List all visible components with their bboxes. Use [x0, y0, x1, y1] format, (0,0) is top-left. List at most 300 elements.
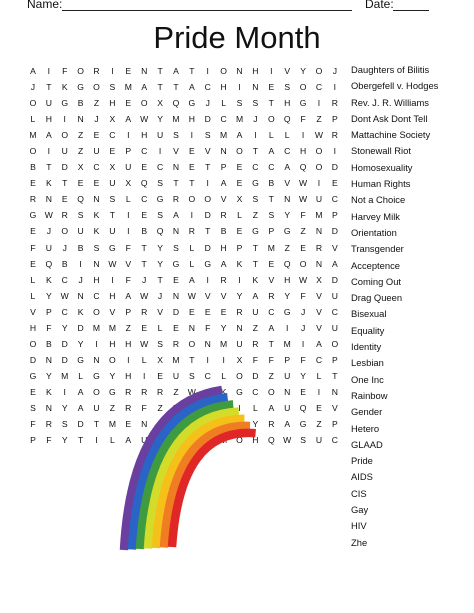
- grid-letter: I: [206, 178, 209, 189]
- grid-letter: F: [268, 354, 274, 365]
- grid-letter: X: [109, 114, 116, 125]
- grid-letter: G: [156, 194, 164, 205]
- grid-letter: H: [284, 274, 291, 285]
- grid-letter: Y: [45, 290, 52, 301]
- grid-letter: L: [157, 322, 163, 333]
- grid-letter: S: [300, 435, 306, 446]
- grid-letter: O: [109, 354, 116, 365]
- grid-letter: P: [125, 306, 132, 317]
- grid-letter: T: [157, 82, 163, 93]
- grid-letter: O: [299, 258, 307, 269]
- grid-letter: X: [236, 194, 243, 205]
- grid-letter: A: [188, 82, 195, 93]
- grid-letter: L: [284, 130, 290, 141]
- word-list-item: Lesbian: [351, 357, 384, 369]
- grid-letter: Q: [283, 258, 291, 269]
- grid-letter: Q: [172, 98, 180, 109]
- date-blank-line[interactable]: [393, 10, 429, 11]
- grid-letter: D: [29, 354, 37, 365]
- word-list-item: Human Rights: [351, 178, 411, 190]
- grid-letter: Z: [252, 322, 259, 333]
- grid-letter: R: [141, 306, 148, 317]
- grid-letter: J: [253, 114, 258, 125]
- grid-letter: X: [125, 178, 132, 189]
- grid-letter: B: [30, 162, 36, 173]
- grid-letter: I: [206, 66, 209, 76]
- grid-letter: E: [220, 306, 227, 317]
- grid-letter: J: [300, 306, 306, 317]
- grid-letter: G: [283, 306, 291, 317]
- grid-letter: V: [157, 306, 163, 317]
- grid-letter: Z: [109, 402, 116, 413]
- grid-letter: I: [111, 66, 114, 76]
- grid-letter: E: [157, 370, 163, 381]
- grid-letter: L: [78, 370, 83, 381]
- grid-letter: C: [252, 386, 259, 397]
- grid-letter: J: [205, 98, 210, 109]
- grid-letter: H: [125, 338, 132, 349]
- grid-letter: E: [30, 386, 36, 397]
- grid-letter: N: [93, 194, 100, 205]
- grid-letter: A: [30, 66, 36, 76]
- grid-letter: A: [125, 435, 132, 446]
- grid-letter: H: [29, 322, 37, 333]
- grid-letter: J: [142, 274, 147, 285]
- grid-letter: X: [157, 435, 163, 446]
- grid-letter: R: [61, 210, 68, 221]
- grid-letter: E: [125, 419, 132, 430]
- word-list-item: Rainbow: [351, 389, 388, 401]
- grid-letter: Y: [61, 402, 68, 413]
- grid-letter: U: [109, 178, 116, 189]
- grid-letter: A: [125, 114, 132, 125]
- grid-letter: Q: [283, 114, 291, 125]
- grid-letter: V: [316, 290, 322, 301]
- name-blank-line[interactable]: [62, 10, 352, 11]
- grid-letter: I: [111, 274, 114, 285]
- grid-letter: E: [204, 306, 211, 317]
- grid-letter: A: [220, 258, 227, 269]
- grid-letter: M: [235, 114, 244, 125]
- grid-letter: R: [268, 290, 275, 301]
- grid-letter: W: [60, 290, 69, 301]
- grid-letter: Y: [252, 419, 259, 430]
- grid-letter: Z: [125, 322, 131, 333]
- grid-letter: Z: [316, 419, 322, 430]
- grid-letter: X: [157, 354, 163, 365]
- grid-letter: C: [61, 274, 68, 285]
- grid-letter: K: [220, 386, 227, 397]
- grid-letter: T: [157, 66, 163, 76]
- grid-letter: F: [300, 290, 306, 301]
- grid-letter: S: [77, 210, 84, 221]
- grid-letter: H: [220, 242, 227, 253]
- grid-letter: K: [61, 82, 68, 93]
- grid-letter: V: [316, 322, 322, 333]
- grid-letter: M: [108, 322, 116, 333]
- grid-letter: I: [127, 130, 130, 141]
- grid-letter: Z: [316, 114, 322, 125]
- grid-letter: U: [45, 98, 52, 109]
- grid-letter: I: [47, 146, 51, 157]
- grid-letter: H: [109, 98, 116, 109]
- grid-letter: L: [125, 194, 131, 205]
- grid-letter: B: [45, 338, 52, 349]
- grid-letter: W: [187, 386, 196, 397]
- grid-letter: D: [204, 242, 211, 253]
- grid-letter: J: [30, 82, 36, 93]
- grid-letter: U: [331, 290, 338, 301]
- grid-letter: U: [315, 194, 323, 205]
- grid-letter: Y: [77, 338, 84, 349]
- grid-letter: V: [332, 242, 338, 253]
- grid-letter: Z: [93, 98, 100, 109]
- grid-letter: O: [93, 306, 100, 317]
- grid-letter: O: [188, 194, 196, 205]
- grid-letter: Y: [61, 322, 68, 333]
- grid-letter: Z: [77, 146, 84, 157]
- grid-letter: I: [47, 66, 51, 76]
- grid-letter: Y: [284, 210, 291, 221]
- grid-letter: E: [109, 146, 116, 157]
- grid-letter: A: [173, 66, 179, 76]
- grid-letter: I: [301, 338, 305, 349]
- name-label: Name:: [27, 0, 63, 11]
- grid-letter: O: [93, 82, 100, 93]
- grid-letter: E: [188, 306, 195, 317]
- grid-letter: I: [79, 258, 82, 269]
- grid-letter: P: [45, 306, 52, 317]
- grid-letter: E: [173, 322, 179, 333]
- grid-letter: F: [300, 210, 306, 221]
- grid-letter: R: [172, 402, 180, 413]
- grid-letter: K: [252, 274, 259, 285]
- grid-letter: K: [236, 258, 243, 269]
- word-list-item: Zhe: [351, 536, 368, 548]
- grid-letter: R: [93, 66, 100, 76]
- grid-letter: N: [236, 66, 243, 76]
- grid-letter: S: [61, 419, 68, 430]
- grid-letter: M: [108, 419, 116, 430]
- grid-letter: P: [332, 354, 338, 365]
- word-list-item: Hetero: [351, 422, 380, 434]
- grid-letter: E: [125, 98, 132, 109]
- grid-letter: E: [93, 130, 100, 141]
- grid-letter: A: [316, 338, 322, 349]
- grid-letter: F: [30, 242, 36, 253]
- grid-letter: O: [61, 130, 69, 141]
- grid-letter: N: [172, 226, 180, 237]
- grid-letter: I: [63, 386, 66, 397]
- grid-letter: G: [252, 178, 259, 189]
- grid-letter: T: [268, 98, 274, 109]
- grid-letter: W: [314, 130, 324, 141]
- grid-letter: H: [188, 114, 195, 125]
- grid-letter: C: [61, 306, 68, 317]
- grid-letter: S: [236, 98, 243, 109]
- grid-letter: L: [141, 354, 147, 365]
- grid-letter: A: [236, 130, 243, 141]
- grid-letter: A: [284, 419, 291, 430]
- grid-letter: O: [299, 82, 307, 93]
- grid-letter: G: [252, 226, 259, 237]
- grid-letter: W: [299, 194, 308, 205]
- grid-letter: E: [236, 226, 243, 237]
- grid-letter: S: [93, 242, 100, 253]
- grid-letter: M: [29, 130, 37, 141]
- grid-letter: O: [29, 338, 37, 349]
- grid-letter: A: [268, 146, 275, 157]
- grid-letter: M: [220, 435, 228, 446]
- grid-letter: A: [220, 178, 227, 189]
- grid-letter: D: [252, 370, 259, 381]
- grid-letter: N: [93, 354, 100, 365]
- grid-letter: R: [45, 419, 52, 430]
- grid-letter: E: [125, 66, 132, 76]
- grid-letter: F: [300, 114, 306, 125]
- grid-letter: M: [172, 354, 180, 365]
- grid-letter: C: [331, 306, 338, 317]
- grid-letter: O: [220, 66, 227, 76]
- grid-letter: A: [268, 322, 275, 333]
- grid-letter: L: [268, 130, 274, 141]
- grid-letter: T: [109, 210, 116, 221]
- grid-letter: I: [190, 210, 194, 221]
- grid-letter: S: [109, 194, 116, 205]
- grid-letter: W: [283, 435, 292, 446]
- grid-letter: G: [283, 226, 291, 237]
- grid-letter: C: [93, 162, 100, 173]
- grid-letter: G: [77, 354, 84, 365]
- grid-letter: D: [331, 226, 338, 237]
- grid-letter: S: [204, 419, 211, 430]
- word-list-item: Dont Ask Dont Tell: [351, 112, 428, 124]
- grid-letter: N: [220, 146, 227, 157]
- grid-letter: J: [62, 242, 67, 253]
- grid-letter: Q: [140, 178, 148, 189]
- grid-letter: I: [317, 178, 321, 189]
- word-list-item: Gender: [351, 406, 383, 418]
- word-list-item: Coming Out: [351, 275, 402, 287]
- grid-letter: A: [77, 386, 84, 397]
- word-list-item: Identity: [351, 341, 382, 353]
- grid-letter: W: [299, 178, 308, 189]
- grid-letter: C: [284, 146, 291, 157]
- grid-letter: D: [61, 354, 68, 365]
- grid-letter: C: [220, 114, 227, 125]
- grid-letter: M: [267, 242, 275, 253]
- grid-letter: C: [331, 194, 338, 205]
- grid-letter: O: [236, 370, 243, 381]
- grid-letter: S: [173, 419, 179, 430]
- grid-letter: R: [188, 226, 195, 237]
- grid-letter: G: [77, 82, 84, 93]
- grid-letter: B: [77, 242, 84, 253]
- grid-letter: S: [157, 178, 163, 189]
- grid-letter: I: [317, 386, 321, 397]
- grid-letter: A: [77, 402, 84, 413]
- grid-letter: R: [220, 274, 227, 285]
- word-list: [351, 62, 471, 551]
- grid-letter: K: [77, 306, 84, 317]
- grid-letter: H: [252, 66, 259, 76]
- grid-letter: U: [93, 146, 100, 157]
- grid-letter: T: [46, 162, 52, 173]
- grid-letter: F: [125, 274, 131, 285]
- grid-letter: T: [62, 178, 68, 189]
- grid-letter: K: [45, 178, 52, 189]
- grid-letter: Q: [267, 435, 275, 446]
- grid-letter: L: [221, 370, 227, 381]
- grid-letter: A: [173, 210, 179, 221]
- word-list-item: Gay: [351, 504, 369, 516]
- word-list-item: Homosexuality: [351, 161, 413, 173]
- grid-letter: T: [141, 258, 147, 269]
- grid-letter: Z: [77, 130, 84, 141]
- grid-letter: E: [300, 242, 306, 253]
- grid-letter: E: [188, 162, 195, 173]
- grid-letter: I: [317, 98, 321, 109]
- grid-letter: I: [127, 210, 130, 221]
- grid-letter: R: [156, 386, 164, 397]
- grid-letter: B: [61, 258, 68, 269]
- worksheet-header: [0, 0, 474, 14]
- grid-letter: G: [29, 210, 37, 221]
- grid-letter: U: [172, 370, 180, 381]
- grid-letter: G: [188, 98, 196, 109]
- grid-letter: T: [205, 162, 211, 173]
- grid-letter: H: [252, 435, 259, 446]
- grid-letter: W: [187, 290, 196, 301]
- grid-letter: S: [109, 82, 116, 93]
- grid-letter: V: [204, 146, 211, 157]
- grid-letter: O: [204, 194, 212, 205]
- grid-letter: N: [77, 114, 84, 125]
- grid-letter: X: [157, 98, 163, 109]
- grid-letter: N: [141, 419, 148, 430]
- grid-letter: Y: [284, 290, 291, 301]
- grid-letter: C: [93, 290, 100, 301]
- grid-letter: C: [204, 370, 211, 381]
- grid-letter: V: [173, 146, 179, 157]
- grid-letter: O: [267, 386, 275, 397]
- grid-letter: G: [109, 386, 116, 397]
- grid-letter: V: [204, 290, 211, 301]
- grid-letter: D: [204, 210, 211, 221]
- grid-letter: I: [158, 146, 162, 157]
- grid-letter: I: [238, 402, 241, 413]
- date-label: Date:: [365, 0, 394, 11]
- grid-letter: X: [236, 419, 243, 430]
- grid-letter: Y: [236, 290, 243, 301]
- grid-letter: V: [268, 274, 275, 285]
- grid-letter: G: [236, 386, 243, 397]
- grid-letter: T: [46, 82, 52, 93]
- grid-letter: O: [156, 419, 164, 430]
- grid-letter: J: [332, 66, 338, 76]
- grid-letter: A: [284, 162, 291, 173]
- grid-letter: I: [190, 130, 194, 141]
- grid-letter: U: [252, 306, 259, 317]
- grid-letter: Y: [157, 242, 163, 253]
- grid-letter: U: [125, 162, 132, 173]
- grid-letter: W: [299, 274, 308, 285]
- grid-letter: U: [45, 242, 52, 253]
- grid-letter: A: [268, 402, 275, 413]
- grid-letter: T: [77, 435, 84, 446]
- grid-letter: Y: [300, 370, 306, 381]
- grid-letter: N: [204, 338, 211, 349]
- grid-letter: O: [61, 226, 69, 237]
- grid-letter: D: [77, 419, 84, 430]
- grid-letter: R: [331, 98, 338, 109]
- grid-letter: G: [109, 242, 116, 253]
- grid-letter: I: [127, 354, 130, 365]
- grid-letter: Z: [173, 386, 179, 397]
- grid-letter: K: [93, 210, 100, 221]
- grid-letter: S: [157, 210, 163, 221]
- grid-letter: A: [141, 82, 148, 93]
- grid-letter: N: [172, 290, 180, 301]
- grid-letter: U: [284, 402, 291, 413]
- grid-letter: D: [204, 114, 211, 125]
- grid-letter: C: [109, 130, 116, 141]
- grid-letter: J: [157, 290, 163, 301]
- grid-letter: M: [283, 338, 291, 349]
- grid-letter: R: [125, 402, 132, 413]
- grid-letter: M: [220, 130, 228, 141]
- grid-letter: Y: [300, 66, 306, 76]
- grid-letter: I: [142, 370, 146, 381]
- grid-letter: F: [46, 435, 52, 446]
- grid-letter: W: [140, 338, 149, 349]
- grid-letter: B: [141, 226, 148, 237]
- grid-letter: D: [331, 162, 338, 173]
- grid-letter: L: [30, 290, 36, 301]
- grid-letter: M: [124, 82, 132, 93]
- grid-letter: S: [252, 98, 259, 109]
- grid-letter: I: [254, 130, 257, 141]
- grid-letter: M: [92, 322, 101, 333]
- grid-letter: V: [220, 290, 227, 301]
- grid-letter: S: [268, 210, 275, 221]
- word-list-item: Rev. J. R. Williams: [351, 96, 429, 108]
- grid-letter: T: [173, 178, 179, 189]
- grid-letter: H: [141, 130, 148, 141]
- grid-letter: R: [268, 419, 275, 430]
- grid-letter: X: [316, 274, 322, 285]
- grid-letter: Z: [268, 370, 274, 381]
- word-list-item: Obergefell v. Hodges: [351, 80, 439, 92]
- grid-letter: N: [93, 258, 100, 269]
- page-title: Pride Month: [153, 20, 321, 55]
- grid-letter: C: [141, 194, 148, 205]
- word-list-item: Bisexual: [351, 308, 387, 320]
- grid-letter: X: [77, 162, 84, 173]
- grid-letter: O: [315, 146, 323, 157]
- grid-letter: U: [156, 130, 164, 141]
- grid-letter: I: [206, 354, 209, 365]
- grid-letter: I: [127, 226, 130, 237]
- word-list-item: Harvey Milk: [351, 210, 400, 222]
- grid-letter: T: [189, 178, 195, 189]
- grid-letter: K: [45, 274, 52, 285]
- grid-letter: N: [188, 322, 195, 333]
- grid-letter: D: [172, 306, 180, 317]
- grid-letter: E: [93, 178, 100, 189]
- grid-letter: U: [236, 338, 243, 349]
- grid-letter: W: [108, 258, 117, 269]
